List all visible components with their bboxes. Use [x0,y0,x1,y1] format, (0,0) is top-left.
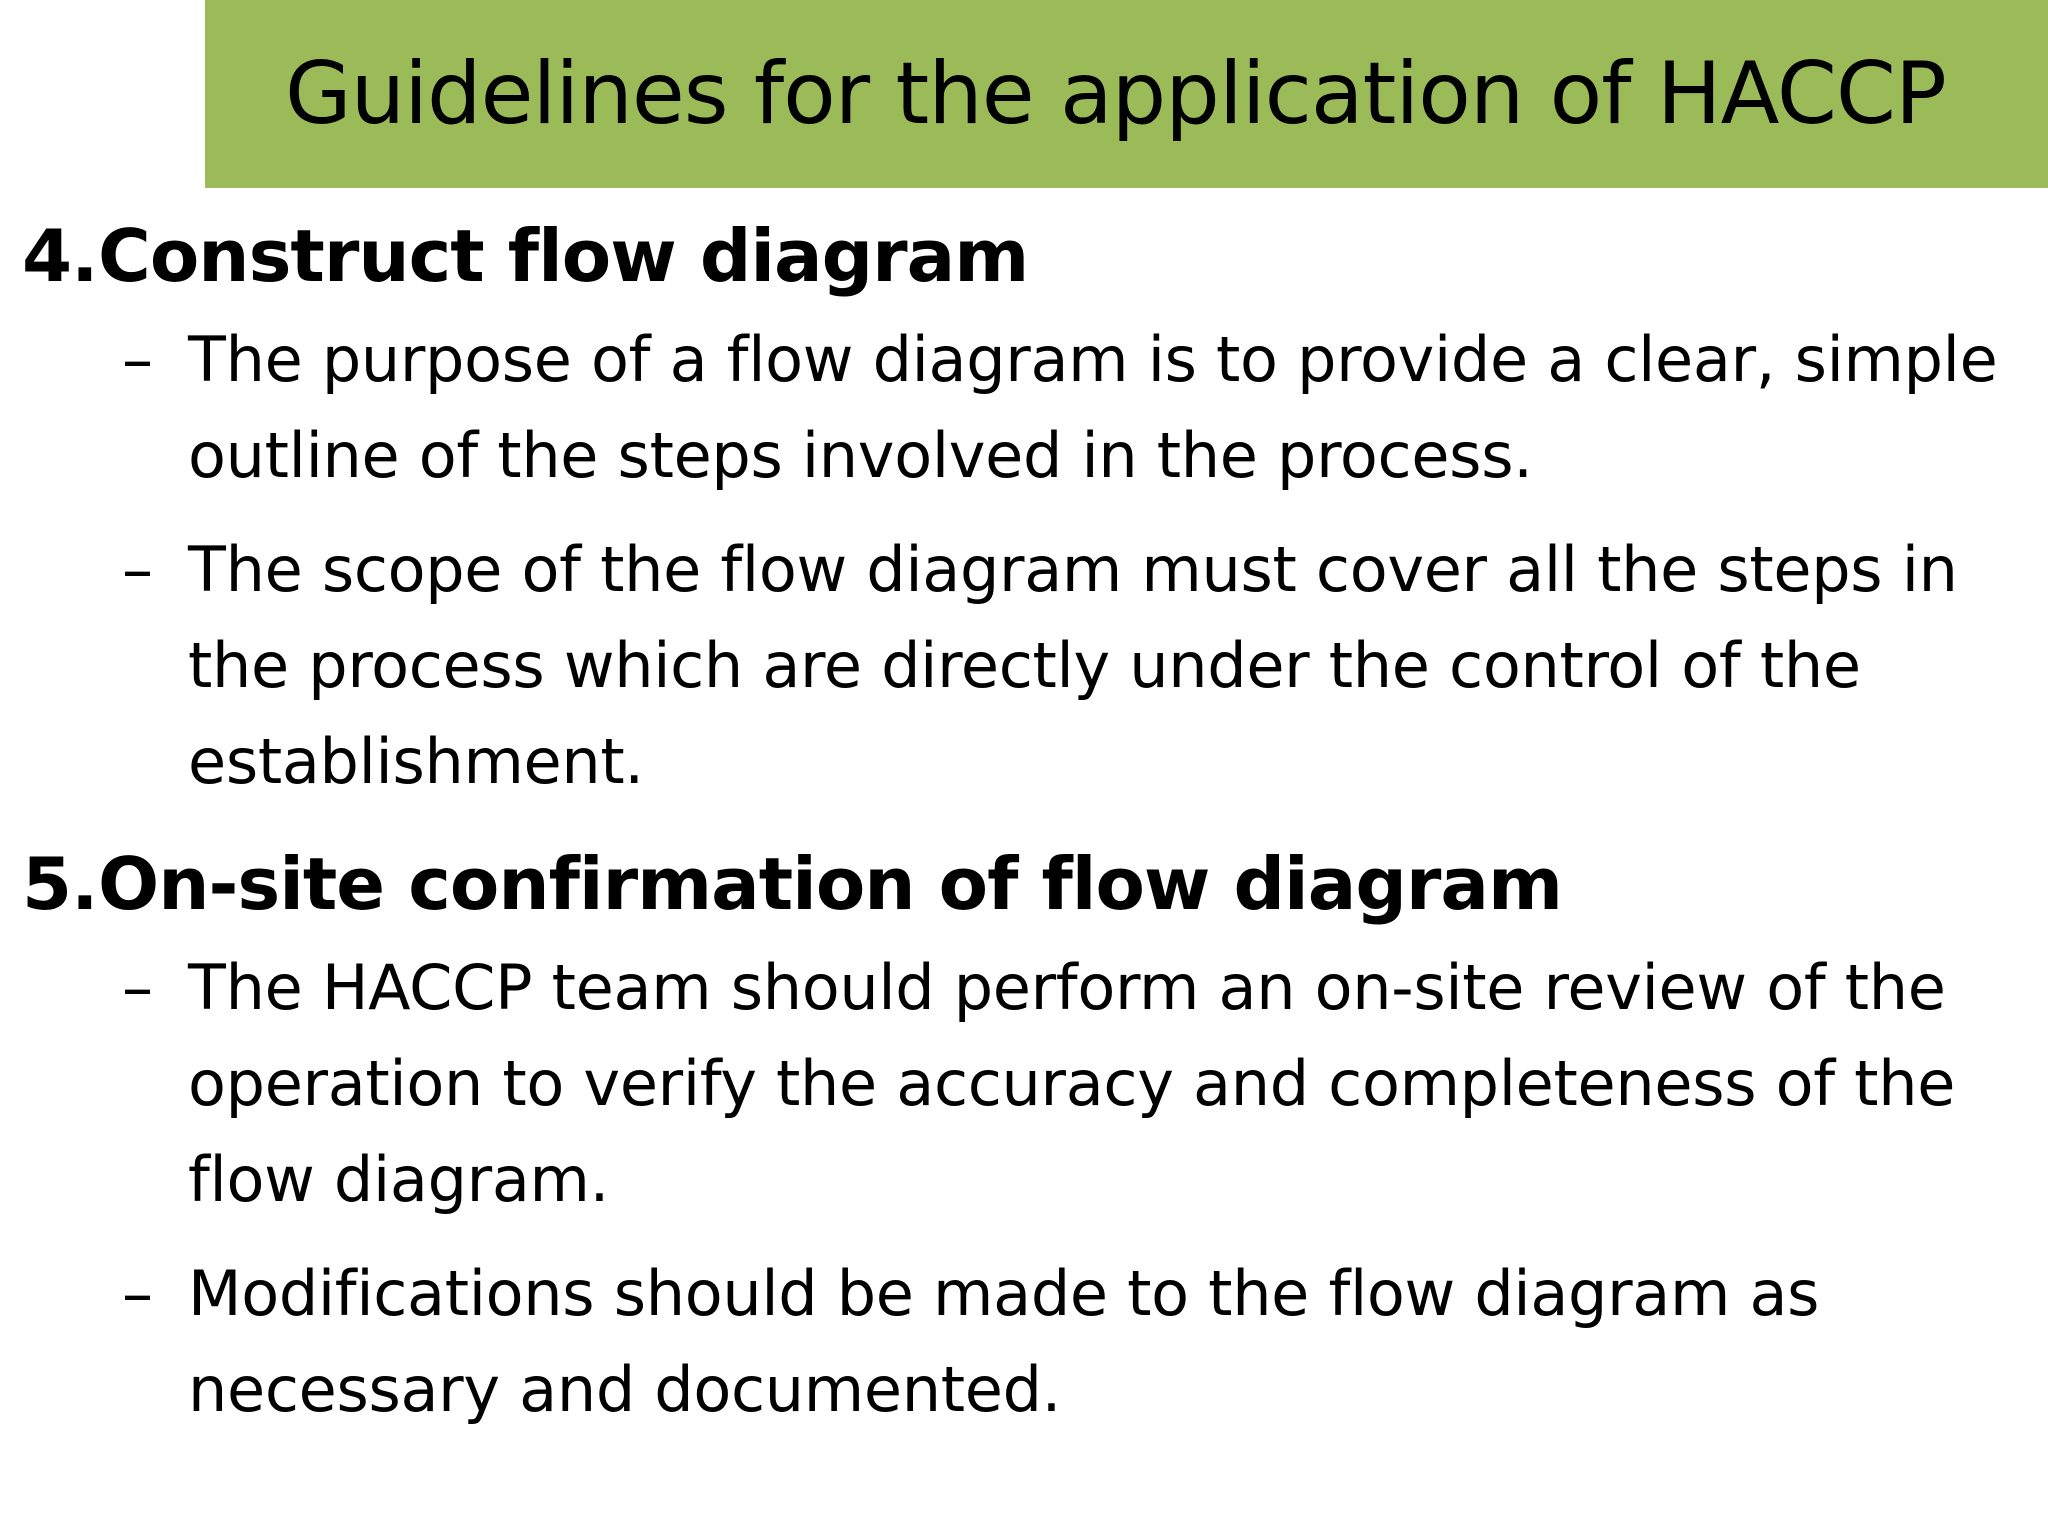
section-number: 4. [22,214,98,298]
bullet-list [22,312,2032,810]
title-banner [205,0,2048,188]
bullet-text: Modifications should be made to the flow diagram as necessary and documented. [188,1257,1820,1426]
bullet-item [22,522,2032,810]
dash-bullet-icon: – [122,1257,153,1330]
bullet-item [22,1246,2032,1438]
dash-bullet-icon: – [122,323,153,396]
section-title: On-site confirmation of flow diagram [98,842,1562,926]
dash-bullet-icon: – [122,951,153,1024]
bullet-text: The scope of the flow diagram must cover all the steps in the process which are directly under the control of the establishment. [188,533,1958,798]
bullet-list [22,940,2032,1438]
section-construct-flow-diagram [22,200,2032,810]
section-heading [22,200,2032,312]
slide-content [22,200,2032,1456]
bullet-text: The HACCP team should perform an on-site review of the operation to verify the accuracy and completeness of the flow diagram. [188,951,1956,1216]
section-heading [22,828,2032,940]
section-title: Construct flow diagram [98,214,1029,298]
slide-title: Guidelines for the application of HACCP [285,44,1946,144]
bullet-item [22,312,2032,504]
dash-bullet-icon: – [122,533,153,606]
section-number: 5. [22,842,98,926]
section-on-site-confirmation [22,828,2032,1438]
bullet-text: The purpose of a flow diagram is to provide a clear, simple outline of the steps involved in the process. [188,323,1998,492]
bullet-item [22,940,2032,1228]
